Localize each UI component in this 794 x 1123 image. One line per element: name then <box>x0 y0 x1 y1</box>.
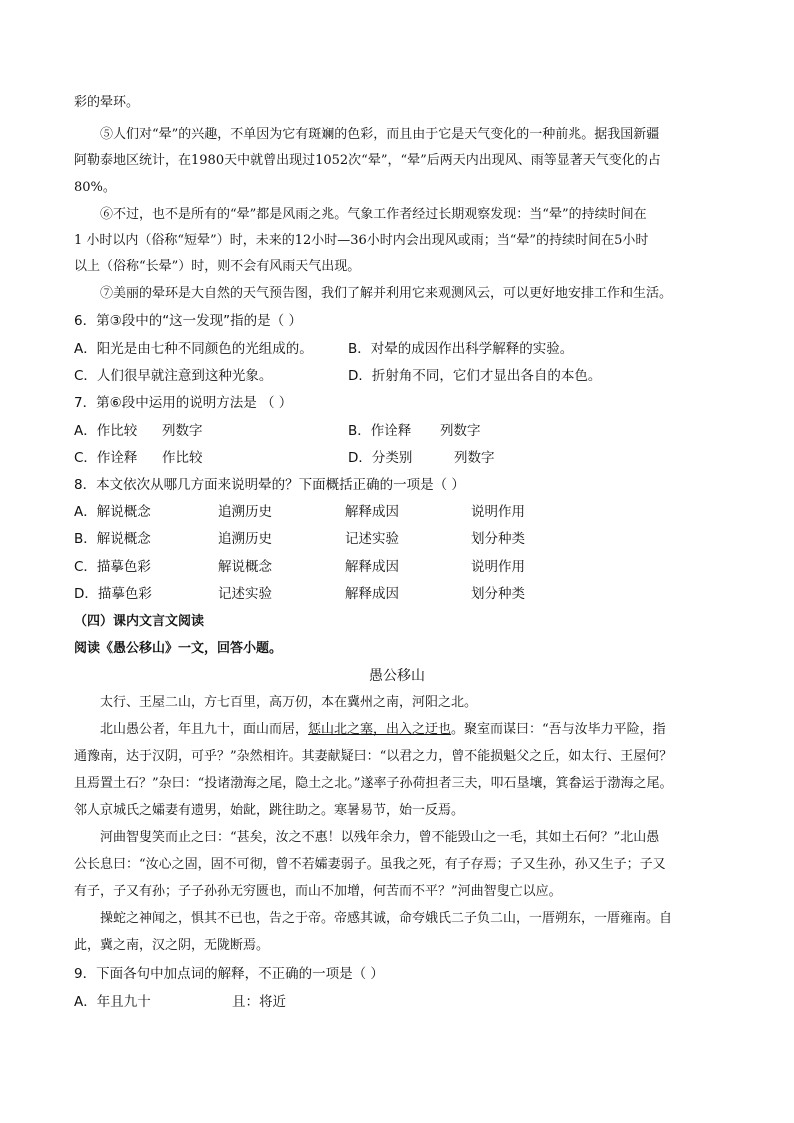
q8-option-d-col4: 划分种类 <box>471 586 525 602</box>
paragraph-6-line: 1 小时以内（俗称“短晕”）时，未来的12小时—36小时内会出现风或雨；当“晕”的持续时间在5小时 <box>74 233 649 248</box>
question-7-stem: 7．第⑥段中运用的说明方法是 （ ） <box>74 395 293 411</box>
q8-option-a-col1: A．解说概念 <box>74 504 151 520</box>
classical-text-segment: 北山愚公者，年且九十，面山而居， <box>100 722 309 737</box>
q8-option-c-col2: 解说概念 <box>218 559 272 575</box>
classical-text-line: 且焉置土石？”杂曰：“投诸渤海之尾，隐土之北。”遂率子孙荷担者三夫，叩石垦壤，箕畚运于渤海之尾。 <box>74 776 673 791</box>
classical-text-line: 有子，子又有孙；子子孙孙无穷匮也，而山不加增，何苦而不平？”河曲智叟亡以应。 <box>74 884 562 899</box>
classical-text-line: 河曲智叟笑而止之曰：“甚矣，汝之不惠！以残年余力，曾不能毁山之一毛，其如土石何？”北山愚 <box>100 830 660 845</box>
q8-option-a-col4: 说明作用 <box>471 504 525 520</box>
q7-option-b-label: B．作诠释 <box>348 423 412 439</box>
classical-text-segment: 。聚室而谋曰：“吾与汝毕力平险，指 <box>451 722 666 737</box>
underlined-sentence: 惩山北之塞，出入之迂也 <box>308 722 452 737</box>
q8-option-d-col1: D．描摹色彩 <box>74 586 152 602</box>
classical-text-line: 此，冀之南，汉之阴，无陇断焉。 <box>74 938 270 953</box>
passage-line: 彩的晕环。 <box>74 95 140 110</box>
classical-text-line: 邻人京城氏之孀妻有遗男，始龀，跳往助之。寒暑易节，始一反焉。 <box>74 803 465 818</box>
q9-option-a-text: A．年且九十 <box>74 994 151 1010</box>
q7-option-a-text: 列数字 <box>162 423 203 439</box>
q7-option-d-text: 列数字 <box>454 450 495 466</box>
paragraph-5-line: 80%。 <box>74 180 116 195</box>
paragraph-5-line: ⑤人们对“晕”的兴趣，不单因为它有斑斓的色彩，而且由于它是天气变化的一种前兆。据我国新疆 <box>100 127 660 142</box>
q6-option-d: D．折射角不同，它们才显出各自的本色。 <box>348 368 602 384</box>
question-6-stem: 6．第③段中的“这一发现”指的是（ ） <box>74 313 302 329</box>
classical-text-line: 操蛇之神闻之，惧其不已也，告之于帝。帝感其诚，命夸娥氏二子负二山，一厝朔东，一厝雍南。自 <box>100 911 673 926</box>
q6-option-a: A．阳光是由七种不同颜色的光组成的。 <box>74 341 313 357</box>
q8-option-b-col4: 划分种类 <box>471 531 525 547</box>
q8-option-b-col2: 追溯历史 <box>218 531 272 547</box>
q8-option-d-col3: 解释成因 <box>345 586 399 602</box>
q8-option-a-col3: 解释成因 <box>345 504 399 520</box>
q9-option-a-explanation: 且：将近 <box>232 994 286 1010</box>
paragraph-6-line: ⑥不过，也不是所有的“晕”都是风雨之兆。气象工作者经过长期观察发现：当“晕”的持续时间在 <box>100 207 647 222</box>
q6-option-c: C．人们很早就注意到这种光象。 <box>74 368 273 384</box>
q6-option-b: B．对晕的成因作出科学解释的实验。 <box>348 341 574 357</box>
q8-option-c-col1: C．描摹色彩 <box>74 559 151 575</box>
q8-option-b-col1: B．解说概念 <box>74 531 151 547</box>
classical-text-line: 通豫南，达于汉阴，可乎？”杂然相许。其妻献疑曰：“以君之力，曾不能损魁父之丘，如太行、王屋何？ <box>74 749 673 764</box>
q8-option-c-col4: 说明作用 <box>471 559 525 575</box>
q8-option-b-col3: 记述实验 <box>345 531 399 547</box>
q7-option-b-text: 列数字 <box>440 423 481 439</box>
question-9-stem: 9．下面各句中加点词的解释，不正确的一项是（ ） <box>74 966 384 982</box>
q8-option-a-col2: 追溯历史 <box>218 504 272 520</box>
q7-option-d-label: D．分类别 <box>348 450 413 466</box>
q7-option-a-label: A．作比较 <box>74 423 138 439</box>
section-4-heading: （四）课内文言文阅读 <box>74 614 205 629</box>
classical-text-title: 愚公移山 <box>369 668 425 684</box>
classical-text-line: 太行、王屋二山，方七百里，高万仞，本在冀州之南，河阳之北。 <box>100 695 478 710</box>
classical-text-line: 公长息曰：“汝心之固，固不可彻，曾不若孀妻弱子。虽我之死，有子存焉；子又生孙，孙又生子；子又 <box>74 857 666 872</box>
q7-option-c-text: 作比较 <box>162 450 203 466</box>
paragraph-5-line: 阿勒泰地区统计，在1980天中就曾出现过1052次“晕”，“晕”后两天内出现风、雨等显著天气变化的占 <box>74 153 661 168</box>
paragraph-7-line: ⑦美丽的晕环是大自然的天气预告图，我们了解并利用它来观测风云，可以更好地安排工作和生活。 <box>100 286 673 301</box>
section-4-instruction: 阅读《愚公移山》一文，回答小题。 <box>74 641 283 656</box>
q8-option-d-col2: 记述实验 <box>218 586 272 602</box>
q7-option-c-label: C．作诠释 <box>74 450 138 466</box>
question-8-stem: 8．本文依次从哪几方面来说明晕的？下面概括正确的一项是（ ） <box>74 477 465 493</box>
classical-text-line <box>100 722 666 738</box>
q8-option-c-col3: 解释成因 <box>345 559 399 575</box>
paragraph-6-line: 以上（俗称“长晕”）时，则不会有风雨天气出现。 <box>74 259 361 274</box>
